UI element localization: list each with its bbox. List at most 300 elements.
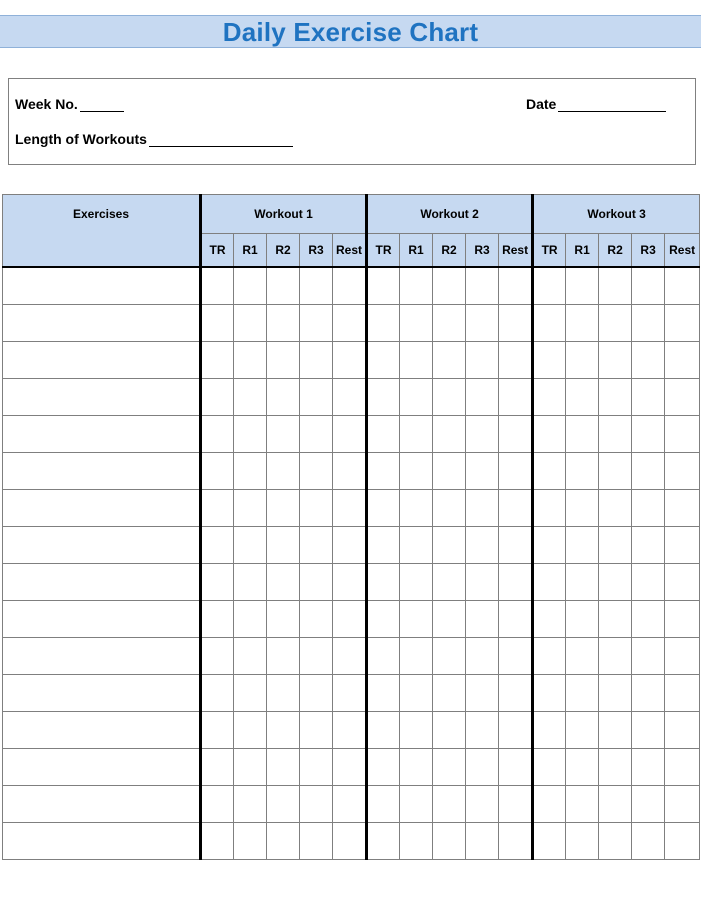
table-row	[3, 601, 700, 638]
w2-col-r3: R3	[466, 234, 499, 268]
w2-r3-cell[interactable]	[466, 453, 499, 490]
w1-rest-cell[interactable]	[333, 527, 367, 564]
w1-tr-cell[interactable]	[201, 601, 234, 638]
w1-r3-cell[interactable]	[300, 453, 333, 490]
w1-r2-cell[interactable]	[267, 564, 300, 601]
w2-r1-cell[interactable]	[400, 453, 433, 490]
w2-tr-cell[interactable]	[367, 749, 400, 786]
w2-r2-cell[interactable]	[433, 601, 466, 638]
w3-r2-cell[interactable]	[599, 267, 632, 305]
w1-tr-cell[interactable]	[201, 749, 234, 786]
w1-r3-cell[interactable]	[300, 749, 333, 786]
w3-r2-cell[interactable]	[599, 305, 632, 342]
w3-tr-cell[interactable]	[533, 416, 566, 453]
w1-tr-cell[interactable]	[201, 305, 234, 342]
w2-r1-cell[interactable]	[400, 675, 433, 712]
w2-r2-cell[interactable]	[433, 638, 466, 675]
w2-rest-cell[interactable]	[499, 527, 533, 564]
w1-rest-cell[interactable]	[333, 416, 367, 453]
w2-tr-cell[interactable]	[367, 379, 400, 416]
w1-r3-cell[interactable]	[300, 490, 333, 527]
workout-3-header: Workout 3	[533, 195, 700, 234]
w3-rest-cell[interactable]	[665, 342, 700, 379]
w1-r3-cell[interactable]	[300, 416, 333, 453]
w1-r1-cell[interactable]	[234, 675, 267, 712]
w2-rest-cell[interactable]	[499, 453, 533, 490]
w2-col-rest: Rest	[499, 234, 533, 268]
w3-r1-cell[interactable]	[566, 305, 599, 342]
w2-r3-cell[interactable]	[466, 490, 499, 527]
w2-r2-cell[interactable]	[433, 564, 466, 601]
exercise-cell[interactable]	[3, 823, 201, 860]
table-row	[3, 342, 700, 379]
w1-r1-cell[interactable]	[234, 305, 267, 342]
w3-r2-cell[interactable]	[599, 527, 632, 564]
w3-r2-cell[interactable]	[599, 601, 632, 638]
date-blank-line[interactable]	[558, 98, 666, 112]
w3-r2-cell[interactable]	[599, 638, 632, 675]
w3-tr-cell[interactable]	[533, 379, 566, 416]
w3-r1-cell[interactable]	[566, 675, 599, 712]
table-row	[3, 379, 700, 416]
w2-rest-cell[interactable]	[499, 379, 533, 416]
w2-r2-cell[interactable]	[433, 305, 466, 342]
w1-r2-cell[interactable]	[267, 638, 300, 675]
w1-r1-cell[interactable]	[234, 749, 267, 786]
w2-r2-cell[interactable]	[433, 342, 466, 379]
w3-r1-cell[interactable]	[566, 638, 599, 675]
w3-rest-cell[interactable]	[665, 267, 700, 305]
w3-r3-cell[interactable]	[632, 601, 665, 638]
w1-r2-cell[interactable]	[267, 712, 300, 749]
w2-tr-cell[interactable]	[367, 712, 400, 749]
w2-r3-cell[interactable]	[466, 823, 499, 860]
w1-tr-cell[interactable]	[201, 416, 234, 453]
w1-tr-cell[interactable]	[201, 786, 234, 823]
w3-r1-cell[interactable]	[566, 564, 599, 601]
table-row	[3, 638, 700, 675]
w2-r2-cell[interactable]	[433, 786, 466, 823]
w3-r2-cell[interactable]	[599, 786, 632, 823]
w1-r3-cell[interactable]	[300, 601, 333, 638]
w3-r3-cell[interactable]	[632, 342, 665, 379]
w1-r2-cell[interactable]	[267, 675, 300, 712]
w2-r1-cell[interactable]	[400, 342, 433, 379]
exercise-grid	[2, 194, 699, 866]
w3-r1-cell[interactable]	[566, 786, 599, 823]
w2-col-tr: TR	[367, 234, 400, 268]
w2-tr-cell[interactable]	[367, 342, 400, 379]
w3-rest-cell[interactable]	[665, 712, 700, 749]
w3-r2-cell[interactable]	[599, 342, 632, 379]
w1-tr-cell[interactable]	[201, 490, 234, 527]
exercise-cell[interactable]	[3, 342, 201, 379]
w2-col-r2: R2	[433, 234, 466, 268]
w1-tr-cell[interactable]	[201, 527, 234, 564]
w3-r1-cell[interactable]	[566, 267, 599, 305]
w3-r2-cell[interactable]	[599, 490, 632, 527]
w1-rest-cell[interactable]	[333, 712, 367, 749]
w3-tr-cell[interactable]	[533, 675, 566, 712]
w2-r3-cell[interactable]	[466, 675, 499, 712]
w1-col-r3: R3	[300, 234, 333, 268]
w2-tr-cell[interactable]	[367, 527, 400, 564]
exercises-header: Exercises	[3, 195, 201, 268]
w2-r2-cell[interactable]	[433, 379, 466, 416]
w2-r3-cell[interactable]	[466, 601, 499, 638]
page-title: Daily Exercise Chart	[222, 16, 479, 47]
w1-tr-cell[interactable]	[201, 638, 234, 675]
w2-tr-cell[interactable]	[367, 638, 400, 675]
w2-r2-cell[interactable]	[433, 453, 466, 490]
w1-r2-cell[interactable]	[267, 601, 300, 638]
w2-r1-cell[interactable]	[400, 638, 433, 675]
w2-r3-cell[interactable]	[466, 416, 499, 453]
w2-r3-cell[interactable]	[466, 267, 499, 305]
w1-r3-cell[interactable]	[300, 638, 333, 675]
w3-tr-cell[interactable]	[533, 453, 566, 490]
w3-rest-cell[interactable]	[665, 823, 700, 860]
w2-tr-cell[interactable]	[367, 786, 400, 823]
length-field[interactable]	[15, 131, 293, 147]
workout-2-header: Workout 2	[367, 195, 533, 234]
exercise-cell[interactable]	[3, 638, 201, 675]
w1-rest-cell[interactable]	[333, 305, 367, 342]
w2-rest-cell[interactable]	[499, 416, 533, 453]
table-row	[3, 786, 700, 823]
w3-rest-cell[interactable]	[665, 564, 700, 601]
w2-r1-cell[interactable]	[400, 601, 433, 638]
w1-r2-cell[interactable]	[267, 490, 300, 527]
table-row	[3, 267, 700, 305]
w1-r3-cell[interactable]	[300, 379, 333, 416]
w2-tr-cell[interactable]	[367, 823, 400, 860]
w2-rest-cell[interactable]	[499, 675, 533, 712]
w1-r2-cell[interactable]	[267, 267, 300, 305]
w3-tr-cell[interactable]	[533, 712, 566, 749]
w1-tr-cell[interactable]	[201, 453, 234, 490]
exercise-cell[interactable]	[3, 305, 201, 342]
w3-r2-cell[interactable]	[599, 823, 632, 860]
exercise-cell[interactable]	[3, 453, 201, 490]
w3-col-rest: Rest	[665, 234, 700, 268]
table-row	[3, 527, 700, 564]
w3-r3-cell[interactable]	[632, 267, 665, 305]
w2-rest-cell[interactable]	[499, 749, 533, 786]
w3-tr-cell[interactable]	[533, 490, 566, 527]
w2-r2-cell[interactable]	[433, 527, 466, 564]
w2-tr-cell[interactable]	[367, 305, 400, 342]
w1-r1-cell[interactable]	[234, 601, 267, 638]
w3-tr-cell[interactable]	[533, 342, 566, 379]
w1-rest-cell[interactable]	[333, 675, 367, 712]
table-row	[3, 749, 700, 786]
exercise-cell[interactable]	[3, 564, 201, 601]
w3-r1-cell[interactable]	[566, 749, 599, 786]
w2-r1-cell[interactable]	[400, 786, 433, 823]
w1-r3-cell[interactable]	[300, 305, 333, 342]
w2-tr-cell[interactable]	[367, 675, 400, 712]
w1-rest-cell[interactable]	[333, 267, 367, 305]
w1-tr-cell[interactable]	[201, 379, 234, 416]
w1-r2-cell[interactable]	[267, 379, 300, 416]
w3-rest-cell[interactable]	[665, 453, 700, 490]
week-blank-line[interactable]	[80, 98, 124, 112]
w2-r3-cell[interactable]	[466, 564, 499, 601]
w3-r2-cell[interactable]	[599, 749, 632, 786]
w2-r3-cell[interactable]	[466, 712, 499, 749]
w2-r2-cell[interactable]	[433, 675, 466, 712]
w1-r2-cell[interactable]	[267, 786, 300, 823]
w3-tr-cell[interactable]	[533, 601, 566, 638]
w3-col-r1: R1	[566, 234, 599, 268]
w3-r1-cell[interactable]	[566, 342, 599, 379]
w2-r1-cell[interactable]	[400, 749, 433, 786]
w1-r2-cell[interactable]	[267, 453, 300, 490]
exercise-cell[interactable]	[3, 712, 201, 749]
w3-r1-cell[interactable]	[566, 601, 599, 638]
w3-rest-cell[interactable]	[665, 786, 700, 823]
w3-r2-cell[interactable]	[599, 712, 632, 749]
w3-tr-cell[interactable]	[533, 749, 566, 786]
w2-r3-cell[interactable]	[466, 749, 499, 786]
w2-r3-cell[interactable]	[466, 786, 499, 823]
header-row	[3, 195, 700, 234]
w1-r1-cell[interactable]	[234, 342, 267, 379]
w1-rest-cell[interactable]	[333, 564, 367, 601]
w1-col-r2: R2	[267, 234, 300, 268]
w1-tr-cell[interactable]	[201, 712, 234, 749]
w2-tr-cell[interactable]	[367, 601, 400, 638]
w3-tr-cell[interactable]	[533, 638, 566, 675]
w1-rest-cell[interactable]	[333, 786, 367, 823]
w2-r1-cell[interactable]	[400, 712, 433, 749]
w3-r3-cell[interactable]	[632, 527, 665, 564]
w2-rest-cell[interactable]	[499, 601, 533, 638]
w1-r1-cell[interactable]	[234, 823, 267, 860]
w3-r3-cell[interactable]	[632, 305, 665, 342]
w3-r3-cell[interactable]	[632, 823, 665, 860]
w2-r2-cell[interactable]	[433, 823, 466, 860]
w2-r1-cell[interactable]	[400, 267, 433, 305]
w3-tr-cell[interactable]	[533, 267, 566, 305]
w1-rest-cell[interactable]	[333, 601, 367, 638]
info-box	[8, 78, 696, 165]
exercise-table	[2, 194, 700, 860]
table-row	[3, 490, 700, 527]
table-row	[3, 564, 700, 601]
w1-r1-cell[interactable]	[234, 453, 267, 490]
w2-tr-cell[interactable]	[367, 453, 400, 490]
exercise-cell[interactable]	[3, 267, 201, 305]
w2-r1-cell[interactable]	[400, 823, 433, 860]
w1-r2-cell[interactable]	[267, 749, 300, 786]
w2-r2-cell[interactable]	[433, 416, 466, 453]
w3-rest-cell[interactable]	[665, 749, 700, 786]
w3-r3-cell[interactable]	[632, 638, 665, 675]
w1-col-r1: R1	[234, 234, 267, 268]
w1-r3-cell[interactable]	[300, 712, 333, 749]
w1-r1-cell[interactable]	[234, 638, 267, 675]
w2-rest-cell[interactable]	[499, 342, 533, 379]
w3-r2-cell[interactable]	[599, 564, 632, 601]
w1-r3-cell[interactable]	[300, 342, 333, 379]
w1-rest-cell[interactable]	[333, 823, 367, 860]
w3-r3-cell[interactable]	[632, 712, 665, 749]
w1-r2-cell[interactable]	[267, 416, 300, 453]
exercise-cell[interactable]	[3, 379, 201, 416]
w3-r1-cell[interactable]	[566, 416, 599, 453]
workout-1-header: Workout 1	[201, 195, 367, 234]
w1-r2-cell[interactable]	[267, 823, 300, 860]
w1-r1-cell[interactable]	[234, 564, 267, 601]
w2-tr-cell[interactable]	[367, 416, 400, 453]
w1-tr-cell[interactable]	[201, 342, 234, 379]
w2-r1-cell[interactable]	[400, 305, 433, 342]
week-label: Week No.	[15, 96, 78, 112]
w1-r3-cell[interactable]	[300, 267, 333, 305]
w1-r3-cell[interactable]	[300, 786, 333, 823]
week-field[interactable]	[15, 96, 124, 112]
w3-r2-cell[interactable]	[599, 675, 632, 712]
w1-r2-cell[interactable]	[267, 342, 300, 379]
w2-r3-cell[interactable]	[466, 305, 499, 342]
table-row	[3, 823, 700, 860]
w2-r2-cell[interactable]	[433, 267, 466, 305]
w2-r3-cell[interactable]	[466, 379, 499, 416]
w3-rest-cell[interactable]	[665, 305, 700, 342]
w3-r3-cell[interactable]	[632, 564, 665, 601]
w2-r1-cell[interactable]	[400, 527, 433, 564]
w3-r1-cell[interactable]	[566, 490, 599, 527]
w3-r3-cell[interactable]	[632, 786, 665, 823]
w3-r1-cell[interactable]	[566, 712, 599, 749]
w3-tr-cell[interactable]	[533, 564, 566, 601]
w2-rest-cell[interactable]	[499, 786, 533, 823]
w3-col-tr: TR	[533, 234, 566, 268]
w2-rest-cell[interactable]	[499, 564, 533, 601]
w2-tr-cell[interactable]	[367, 490, 400, 527]
w3-tr-cell[interactable]	[533, 823, 566, 860]
w3-r1-cell[interactable]	[566, 379, 599, 416]
w3-r3-cell[interactable]	[632, 490, 665, 527]
exercise-cell[interactable]	[3, 490, 201, 527]
w2-tr-cell[interactable]	[367, 564, 400, 601]
w3-tr-cell[interactable]	[533, 786, 566, 823]
w1-r3-cell[interactable]	[300, 564, 333, 601]
w2-r2-cell[interactable]	[433, 712, 466, 749]
w1-tr-cell[interactable]	[201, 823, 234, 860]
w3-tr-cell[interactable]	[533, 305, 566, 342]
w1-r1-cell[interactable]	[234, 527, 267, 564]
table-row	[3, 305, 700, 342]
w1-r1-cell[interactable]	[234, 379, 267, 416]
w3-rest-cell[interactable]	[665, 601, 700, 638]
exercise-cell[interactable]	[3, 601, 201, 638]
w2-rest-cell[interactable]	[499, 823, 533, 860]
w3-r1-cell[interactable]	[566, 527, 599, 564]
w1-r1-cell[interactable]	[234, 267, 267, 305]
w2-rest-cell[interactable]	[499, 712, 533, 749]
w2-r1-cell[interactable]	[400, 379, 433, 416]
w1-rest-cell[interactable]	[333, 342, 367, 379]
w2-tr-cell[interactable]	[367, 267, 400, 305]
table-row	[3, 453, 700, 490]
w1-tr-cell[interactable]	[201, 564, 234, 601]
w3-r2-cell[interactable]	[599, 453, 632, 490]
w2-r3-cell[interactable]	[466, 638, 499, 675]
table-row	[3, 416, 700, 453]
w1-r2-cell[interactable]	[267, 527, 300, 564]
w1-r1-cell[interactable]	[234, 416, 267, 453]
w2-r1-cell[interactable]	[400, 416, 433, 453]
w3-r3-cell[interactable]	[632, 749, 665, 786]
w2-r1-cell[interactable]	[400, 564, 433, 601]
w3-tr-cell[interactable]	[533, 527, 566, 564]
w1-r2-cell[interactable]	[267, 305, 300, 342]
w1-col-tr: TR	[201, 234, 234, 268]
w3-rest-cell[interactable]	[665, 416, 700, 453]
w2-r3-cell[interactable]	[466, 342, 499, 379]
exercise-cell[interactable]	[3, 416, 201, 453]
w3-r3-cell[interactable]	[632, 453, 665, 490]
date-field[interactable]	[526, 96, 666, 112]
w3-r2-cell[interactable]	[599, 416, 632, 453]
w3-rest-cell[interactable]	[665, 675, 700, 712]
w3-r3-cell[interactable]	[632, 416, 665, 453]
w3-r1-cell[interactable]	[566, 823, 599, 860]
exercise-cell[interactable]	[3, 527, 201, 564]
w1-rest-cell[interactable]	[333, 749, 367, 786]
w3-r2-cell[interactable]	[599, 379, 632, 416]
w3-rest-cell[interactable]	[665, 379, 700, 416]
w2-rest-cell[interactable]	[499, 490, 533, 527]
w1-tr-cell[interactable]	[201, 675, 234, 712]
w2-r2-cell[interactable]	[433, 749, 466, 786]
w2-rest-cell[interactable]	[499, 638, 533, 675]
w3-rest-cell[interactable]	[665, 527, 700, 564]
w2-rest-cell[interactable]	[499, 267, 533, 305]
w3-r3-cell[interactable]	[632, 675, 665, 712]
w2-rest-cell[interactable]	[499, 305, 533, 342]
w1-r1-cell[interactable]	[234, 786, 267, 823]
w1-tr-cell[interactable]	[201, 267, 234, 305]
w1-r3-cell[interactable]	[300, 675, 333, 712]
w1-r3-cell[interactable]	[300, 823, 333, 860]
exercise-cell[interactable]	[3, 675, 201, 712]
date-label: Date	[526, 96, 557, 112]
w1-r3-cell[interactable]	[300, 527, 333, 564]
w2-r3-cell[interactable]	[466, 527, 499, 564]
exercise-cell[interactable]	[3, 749, 201, 786]
w1-rest-cell[interactable]	[333, 453, 367, 490]
w1-rest-cell[interactable]	[333, 379, 367, 416]
w3-r1-cell[interactable]	[566, 453, 599, 490]
w2-r2-cell[interactable]	[433, 490, 466, 527]
w3-col-r2: R2	[599, 234, 632, 268]
w1-rest-cell[interactable]	[333, 638, 367, 675]
w1-r1-cell[interactable]	[234, 490, 267, 527]
w3-rest-cell[interactable]	[665, 638, 700, 675]
length-blank-line[interactable]	[149, 133, 293, 147]
exercise-cell[interactable]	[3, 786, 201, 823]
w2-r1-cell[interactable]	[400, 490, 433, 527]
length-label: Length of Workouts	[15, 131, 147, 147]
w3-rest-cell[interactable]	[665, 490, 700, 527]
w1-rest-cell[interactable]	[333, 490, 367, 527]
w3-r3-cell[interactable]	[632, 379, 665, 416]
w1-r1-cell[interactable]	[234, 712, 267, 749]
